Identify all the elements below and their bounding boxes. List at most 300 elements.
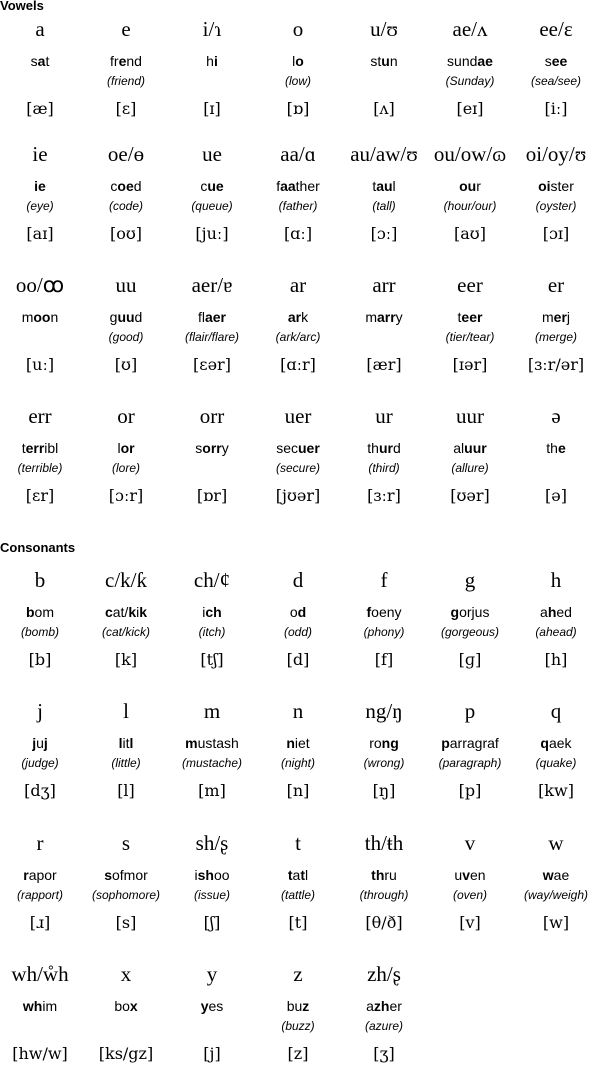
word-highlight: j [43,735,48,751]
example-word [83,604,169,620]
word-highlight: e [557,440,566,456]
word-highlight: or [120,440,135,456]
example-word [83,867,169,883]
vowels-heading: Vowels [0,0,44,13]
ipa-transcription: [ɜːr] [367,486,401,505]
word-part: es [208,998,224,1014]
letter-glyph: sh/ʂ [195,831,229,855]
ipa-transcription: [p] [458,781,482,800]
word-highlight: uur [464,440,487,456]
letter-glyph: oe/ɵ [107,142,145,166]
word-part: l [392,178,396,194]
letter-glyph: g [464,568,476,592]
word-highlight: uer [298,440,320,456]
word-highlight: l [118,735,123,751]
letter-glyph: or [117,404,135,428]
word-part: d [392,440,401,456]
word-highlight: w [542,867,554,883]
word-highlight: i [213,53,218,69]
letter-glyph: uer [284,404,312,428]
word-highlight: oi [538,178,551,194]
word-part: t [372,178,377,194]
example-word [513,604,591,620]
word-part: fl [197,309,205,325]
word-part: s [195,440,203,456]
word-part: ibl [44,440,59,456]
ipa-transcription: [ɪər] [452,355,488,374]
word-part: l [292,53,296,69]
example-word [341,604,427,620]
example-word [255,998,341,1014]
letter-glyph: r [36,831,44,855]
english-gloss: (sophomore) [91,888,161,902]
english-gloss: (father) [278,199,318,213]
letter-glyph: eer [457,273,483,297]
word-highlight: p [441,735,450,751]
word-part: n [50,309,59,325]
word-highlight: er [553,309,567,325]
english-gloss: (code) [108,199,143,213]
word-part: k [301,309,309,325]
example-word [169,998,255,1014]
word-highlight: d [297,604,307,620]
word-highlight: y [200,998,209,1014]
english-gloss: (cat/kick) [102,625,150,639]
word-part: i [202,604,206,620]
letter-glyph: x [120,962,132,986]
ipa-transcription: [ɑː] [283,224,313,243]
word-highlight: err [25,440,45,456]
ipa-transcription: [ɛ] [115,99,137,118]
word-highlight: au [376,178,393,194]
example-word [0,440,83,456]
english-gloss: (odd) [283,625,312,639]
ipa-transcription: [ær] [366,355,402,374]
word-highlight: k [128,604,137,620]
word-highlight: aer [204,309,227,325]
english-gloss: (way/weigh) [523,888,589,902]
word-part: n [389,53,398,69]
example-word [341,309,427,325]
english-gloss: (merge) [534,330,577,344]
letter-glyph: ə [551,404,561,428]
word-highlight: b [25,604,35,620]
english-gloss: (paragraph) [438,756,502,770]
word-part: g [109,309,118,325]
word-highlight: uu [117,309,135,325]
word-part: t [457,309,462,325]
english-gloss: (quake) [535,756,577,770]
letter-glyph: ar [289,273,307,297]
word-highlight: f [366,604,372,620]
word-part: r [476,178,481,194]
word-part: sund [447,53,478,69]
word-highlight: arr [376,309,396,325]
word-highlight: wh [22,998,43,1014]
english-gloss: (gorgeous) [440,625,500,639]
letter-glyph: orr [199,404,225,428]
example-word [341,998,427,1014]
english-gloss: (tall) [372,199,396,213]
word-highlight: h [547,604,557,620]
example-word [513,867,591,883]
ipa-transcription: [aɪ] [26,224,54,243]
letter-glyph: h [550,568,562,592]
example-word [427,440,513,456]
word-part: ofmor [112,867,148,883]
ipa-transcription: [k] [114,650,138,669]
word-part: nd [126,53,142,69]
letter-glyph: f [380,568,388,592]
word-highlight: orr [202,440,222,456]
word-part: d [134,309,143,325]
word-part: y [395,309,403,325]
ipa-transcription: [hw/w] [12,1044,68,1063]
example-word [513,53,591,69]
ipa-transcription: [ɔɪ] [542,224,570,243]
word-part: oo [213,867,230,883]
ipa-transcription: [l] [117,781,135,800]
word-part: y [221,440,229,456]
example-word [0,309,83,325]
ipa-transcription: [oʊ] [109,224,143,243]
example-word [83,178,169,194]
letter-glyph: j [37,699,43,723]
letter-glyph: th/ŧh [364,831,404,855]
english-gloss: (issue) [193,888,230,902]
word-part: en [470,867,486,883]
letter-glyph: t [295,831,301,855]
ipa-transcription: [juː] [195,224,229,243]
ipa-transcription: [iː] [544,99,568,118]
ipa-transcription: [ə] [545,486,567,505]
word-highlight: e [118,53,127,69]
word-highlight: ue [207,178,224,194]
ipa-transcription: [ʌ] [373,99,395,118]
letter-glyph: p [464,699,476,723]
word-highlight: t [300,867,305,883]
word-part: ru [384,867,397,883]
word-part: u [36,735,44,751]
letter-glyph: arr [372,273,396,297]
english-gloss: (oven) [452,888,487,902]
english-gloss: (little) [111,756,141,770]
english-gloss: (phony) [363,625,405,639]
english-gloss: (flair/flare) [184,330,239,344]
letter-glyph: uur [456,404,484,428]
word-part: er [389,998,402,1014]
word-part: m [541,309,554,325]
word-highlight: ch [205,604,222,620]
word-part: om [34,604,54,620]
word-part: h [206,53,214,69]
letter-glyph: m [203,699,221,723]
example-word [341,440,427,456]
word-part: st [370,53,382,69]
ipa-transcription: [ɔːr] [108,486,144,505]
letter-glyph: ae/ʌ [452,17,488,41]
example-word [427,309,513,325]
word-part: bo [114,998,130,1014]
example-word [169,309,255,325]
english-gloss: (allure) [451,461,489,475]
word-part: ae [553,867,570,883]
ipa-transcription: [j] [203,1044,221,1063]
letter-glyph: a [35,17,45,41]
letter-glyph: au/aw/ʊ [350,142,418,166]
letter-glyph: s [121,831,131,855]
letter-glyph: er [547,273,565,297]
example-word [513,309,591,325]
letter-glyph: i/ɿ [202,17,222,41]
letter-glyph: c/k/ƙ [105,568,147,592]
english-gloss: (tattle) [280,888,315,902]
word-part: at/ [112,604,129,620]
example-word [169,53,255,69]
english-gloss: (eye) [26,199,54,213]
letter-glyph: zh/ʂ [367,962,401,986]
word-highlight: c [104,604,113,620]
letter-glyph: u/ʊ [370,17,398,41]
ipa-transcription: [ʃ] [203,913,221,932]
ipa-transcription: [θ/ð] [365,913,403,932]
word-part: al [453,440,465,456]
ipa-transcription: [ʊ] [114,355,138,374]
word-part: u [454,867,463,883]
word-highlight: r [23,867,29,883]
ipa-transcription: [ɒr] [196,486,228,505]
ipa-transcription: [jʊər] [275,486,321,505]
ipa-transcription: [ɹ] [29,913,51,932]
letter-glyph: o [292,17,304,41]
english-gloss: (night) [280,756,315,770]
english-gloss: (third) [368,461,400,475]
example-word [427,735,513,751]
ipa-transcription: [æ] [26,99,54,118]
word-highlight: ee [551,53,568,69]
letter-glyph: l [123,699,129,723]
english-gloss: (terrible) [17,461,63,475]
example-word [169,178,255,194]
word-part: t [45,53,50,69]
word-part: im [42,998,58,1014]
word-part: i [136,604,140,620]
word-part: l [117,440,121,456]
english-gloss: (oyster) [535,199,577,213]
letter-glyph: uu [115,273,137,297]
example-word [513,735,591,751]
ipa-transcription: [aʊ] [454,224,486,243]
word-highlight: v [462,867,470,883]
word-highlight: k [139,604,148,620]
letter-glyph: q [550,699,562,723]
ipa-transcription: [ɪ] [203,99,221,118]
word-highlight: q [540,735,549,751]
example-word [255,735,341,751]
ipa-transcription: [v] [459,913,481,932]
word-highlight: z [302,998,310,1014]
ipa-transcription: [eɪ] [456,99,484,118]
word-highlight: sh [197,867,214,883]
example-word [169,604,255,620]
word-highlight: ur [378,440,393,456]
word-part: o [289,604,298,620]
example-word [255,309,341,325]
example-word [83,53,169,69]
example-word [0,867,83,883]
english-gloss: (buzz) [281,1019,315,1033]
english-gloss: (good) [108,330,144,344]
example-word [169,867,255,883]
word-part: a [540,604,548,620]
letter-glyph: ie [32,142,48,166]
word-highlight: ou [459,178,477,194]
word-part: c [110,178,118,194]
english-gloss: (hour/our) [443,199,497,213]
ipa-transcription: [ʊər] [450,486,490,505]
word-part: t [21,440,26,456]
ipa-transcription: [d] [286,650,310,669]
word-part: ro [369,735,382,751]
ipa-transcription: [ɒ] [286,99,310,118]
word-part: th [367,440,379,456]
ipa-transcription: [t] [288,913,308,932]
letter-glyph: oo/ꝏ [15,273,65,297]
english-gloss: (sea/see) [530,74,582,88]
letter-glyph: ur [375,404,393,428]
word-part: s [544,53,552,69]
word-highlight: j [32,735,37,751]
example-word [341,867,427,883]
english-gloss: (itch) [198,625,226,639]
ipa-transcription: [z] [287,1044,309,1063]
english-gloss: (Sunday) [445,74,495,88]
ipa-transcription: [ɛər] [193,355,231,374]
english-gloss: (judge) [21,756,59,770]
ipa-transcription: [dʒ] [24,781,56,800]
word-highlight: g [450,604,460,620]
ipa-transcription: [ɑːr] [280,355,316,374]
word-highlight: s [104,867,112,883]
example-word [427,53,513,69]
example-word [513,178,591,194]
word-part: c [200,178,208,194]
word-part: ustash [197,735,239,751]
letter-glyph: ee/ɛ [539,17,573,41]
word-highlight: aa [280,178,296,194]
example-word [169,735,255,751]
example-word [255,867,341,883]
ipa-transcription: [s] [115,913,137,932]
word-part: oeny [371,604,402,620]
word-part: i [194,867,198,883]
letter-glyph: w [548,831,564,855]
word-part: ster [550,178,574,194]
example-word [341,178,427,194]
example-word [83,440,169,456]
example-word [83,735,169,751]
example-word [0,998,83,1014]
letter-glyph: b [34,568,46,592]
english-gloss: (through) [359,888,409,902]
english-gloss: (tier/tear) [445,330,495,344]
ipa-transcription: [m] [198,781,226,800]
example-word [341,53,427,69]
example-word [255,53,341,69]
example-word [255,178,341,194]
word-highlight: zh [373,998,390,1014]
word-highlight: th [371,867,385,883]
letter-glyph: wh/ẘh [11,962,69,986]
word-part: arragraf [449,735,499,751]
word-highlight: m [185,735,198,751]
english-gloss: (bomb) [20,625,59,639]
english-gloss: (friend) [106,74,145,88]
word-part: d [133,178,142,194]
word-part: ed [556,604,572,620]
letter-glyph: ou/ow/ɷ [433,142,507,166]
letter-glyph: ng/ŋ [365,699,403,723]
ipa-transcription: [b] [28,650,52,669]
ipa-transcription: [uː] [25,355,55,374]
ipa-transcription: [ɔː] [370,224,398,243]
example-word [513,440,591,456]
ipa-transcription: [ɡ] [458,650,482,669]
example-word [0,604,83,620]
word-highlight: eer [461,309,483,325]
word-part: a [366,998,374,1014]
word-highlight: oe [117,178,134,194]
letter-glyph: d [292,568,304,592]
letter-glyph: y [206,962,218,986]
word-part: j [566,309,571,325]
word-highlight: a [37,53,46,69]
ipa-transcription: [tʃ] [200,650,224,669]
example-word [83,998,169,1014]
word-part: orjus [459,604,490,620]
word-highlight: t [287,867,293,883]
word-part: s [30,53,38,69]
english-gloss: (mustache) [181,756,243,770]
word-highlight: ie [34,178,46,194]
example-word [0,178,83,194]
english-gloss: (secure) [275,461,320,475]
letter-glyph: oi/oy/ʊ [525,142,587,166]
english-gloss: (ahead) [535,625,577,639]
word-part: th [546,440,558,456]
example-word [427,867,513,883]
english-gloss: (lore) [111,461,140,475]
word-part: bu [286,998,303,1014]
ipa-transcription: [ks/gz] [98,1044,154,1063]
word-highlight: ng [381,735,399,751]
word-highlight: u [381,53,390,69]
ipa-transcription: [ŋ] [372,781,396,800]
ipa-transcription: [ʒ] [373,1044,395,1063]
example-word [0,735,83,751]
word-part: apor [28,867,57,883]
word-part: m [21,309,34,325]
ipa-transcription: [f] [374,650,394,669]
example-word [255,604,341,620]
example-word [341,735,427,751]
word-highlight: n [286,735,295,751]
word-part: m [365,309,377,325]
word-highlight: ar [287,309,302,325]
example-word [83,309,169,325]
word-highlight: oo [33,309,51,325]
word-part: ther [295,178,320,194]
